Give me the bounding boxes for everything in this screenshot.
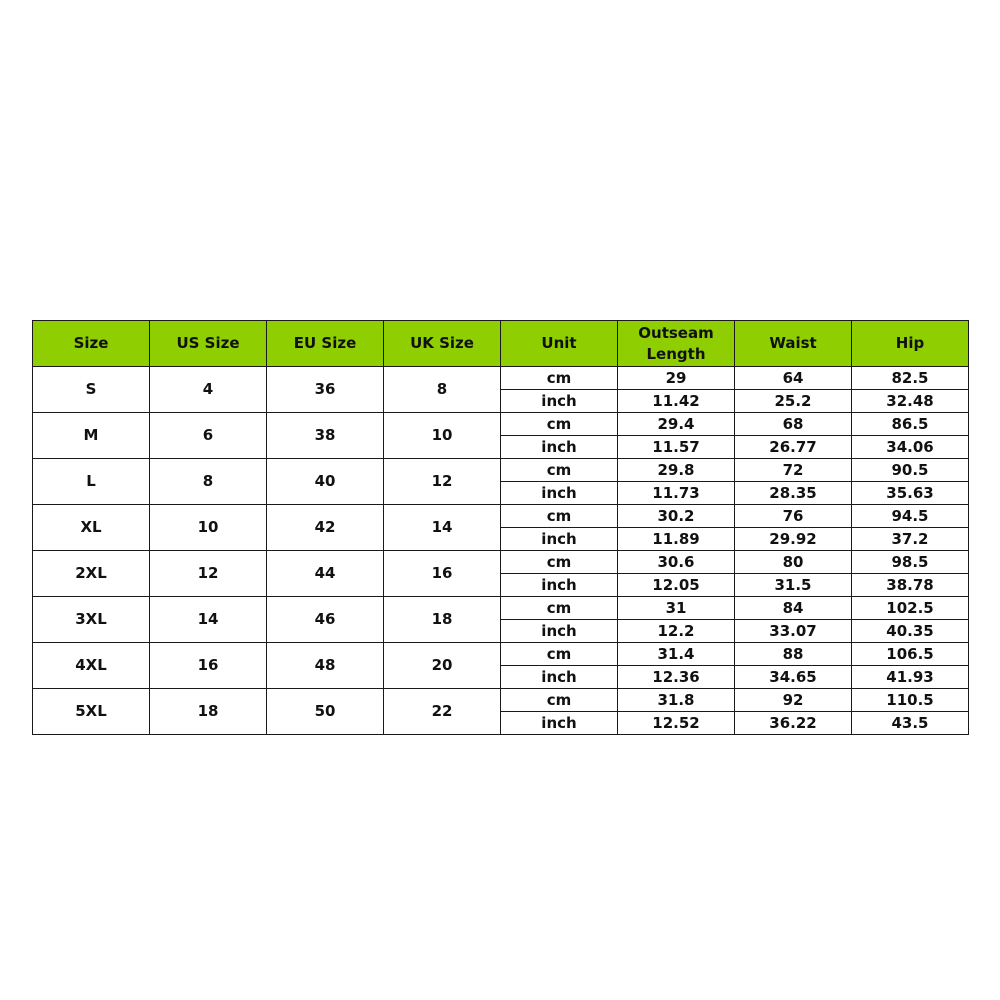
cell-us-size: 12 (150, 551, 267, 597)
cell-hip: 34.06 (852, 436, 969, 459)
cell-hip: 38.78 (852, 574, 969, 597)
table-header (33, 321, 969, 367)
cell-unit: inch (501, 482, 618, 505)
cell-outseam: 11.89 (618, 528, 735, 551)
cell-unit: inch (501, 712, 618, 735)
header-unit: Unit (501, 321, 618, 367)
cell-outseam: 11.57 (618, 436, 735, 459)
cell-hip: 43.5 (852, 712, 969, 735)
header-hip: Hip (852, 321, 969, 367)
cell-eu-size: 44 (267, 551, 384, 597)
cell-unit: inch (501, 620, 618, 643)
cell-unit: cm (501, 505, 618, 528)
cell-hip: 94.5 (852, 505, 969, 528)
cell-us-size: 16 (150, 643, 267, 689)
cell-hip: 106.5 (852, 643, 969, 666)
cell-hip: 32.48 (852, 390, 969, 413)
cell-us-size: 8 (150, 459, 267, 505)
cell-uk-size: 12 (384, 459, 501, 505)
cell-hip: 41.93 (852, 666, 969, 689)
cell-unit: cm (501, 551, 618, 574)
cell-unit: inch (501, 666, 618, 689)
table-row-cm (33, 643, 969, 666)
cell-size: XL (33, 505, 150, 551)
cell-outseam: 11.73 (618, 482, 735, 505)
cell-eu-size: 38 (267, 413, 384, 459)
table-row-cm (33, 367, 969, 390)
cell-outseam: 31.8 (618, 689, 735, 712)
cell-eu-size: 40 (267, 459, 384, 505)
cell-waist: 25.2 (735, 390, 852, 413)
cell-uk-size: 8 (384, 367, 501, 413)
table-body (33, 367, 969, 735)
cell-waist: 80 (735, 551, 852, 574)
cell-unit: inch (501, 574, 618, 597)
header-outseam-length (618, 321, 735, 367)
cell-size: S (33, 367, 150, 413)
cell-us-size: 14 (150, 597, 267, 643)
cell-hip: 40.35 (852, 620, 969, 643)
cell-size: M (33, 413, 150, 459)
cell-size: 4XL (33, 643, 150, 689)
cell-outseam: 31 (618, 597, 735, 620)
cell-waist: 72 (735, 459, 852, 482)
table-row-cm (33, 413, 969, 436)
cell-size: 3XL (33, 597, 150, 643)
cell-uk-size: 16 (384, 551, 501, 597)
header-waist: Waist (735, 321, 852, 367)
table-row-cm (33, 505, 969, 528)
cell-size: 5XL (33, 689, 150, 735)
header-eu-size: EU Size (267, 321, 384, 367)
cell-us-size: 4 (150, 367, 267, 413)
cell-unit: cm (501, 643, 618, 666)
cell-unit: cm (501, 367, 618, 390)
size-chart-table (32, 320, 969, 735)
cell-uk-size: 20 (384, 643, 501, 689)
cell-us-size: 18 (150, 689, 267, 735)
cell-outseam: 29.4 (618, 413, 735, 436)
cell-hip: 110.5 (852, 689, 969, 712)
cell-waist: 29.92 (735, 528, 852, 551)
cell-outseam: 29.8 (618, 459, 735, 482)
cell-hip: 98.5 (852, 551, 969, 574)
cell-unit: cm (501, 689, 618, 712)
table-row-cm (33, 551, 969, 574)
cell-unit: inch (501, 528, 618, 551)
cell-uk-size: 14 (384, 505, 501, 551)
cell-waist: 92 (735, 689, 852, 712)
cell-waist: 31.5 (735, 574, 852, 597)
table-row-cm (33, 689, 969, 712)
cell-outseam: 12.2 (618, 620, 735, 643)
cell-eu-size: 50 (267, 689, 384, 735)
cell-outseam: 12.36 (618, 666, 735, 689)
cell-waist: 88 (735, 643, 852, 666)
cell-outseam: 12.52 (618, 712, 735, 735)
cell-uk-size: 22 (384, 689, 501, 735)
header-uk-size: UK Size (384, 321, 501, 367)
cell-uk-size: 18 (384, 597, 501, 643)
cell-waist: 28.35 (735, 482, 852, 505)
cell-hip: 102.5 (852, 597, 969, 620)
cell-waist: 33.07 (735, 620, 852, 643)
cell-outseam: 12.05 (618, 574, 735, 597)
cell-waist: 34.65 (735, 666, 852, 689)
cell-unit: cm (501, 459, 618, 482)
cell-outseam: 30.2 (618, 505, 735, 528)
cell-size: 2XL (33, 551, 150, 597)
cell-waist: 64 (735, 367, 852, 390)
table-row-cm (33, 459, 969, 482)
table-row-cm (33, 597, 969, 620)
cell-hip: 90.5 (852, 459, 969, 482)
cell-eu-size: 46 (267, 597, 384, 643)
cell-outseam: 30.6 (618, 551, 735, 574)
cell-hip: 35.63 (852, 482, 969, 505)
cell-eu-size: 42 (267, 505, 384, 551)
cell-us-size: 6 (150, 413, 267, 459)
cell-eu-size: 36 (267, 367, 384, 413)
header-us-size: US Size (150, 321, 267, 367)
cell-outseam: 31.4 (618, 643, 735, 666)
cell-hip: 37.2 (852, 528, 969, 551)
cell-waist: 26.77 (735, 436, 852, 459)
header-outseam-line2: Length (646, 344, 706, 363)
cell-uk-size: 10 (384, 413, 501, 459)
cell-waist: 68 (735, 413, 852, 436)
header-row (33, 321, 969, 367)
cell-size: L (33, 459, 150, 505)
cell-unit: cm (501, 413, 618, 436)
cell-unit: inch (501, 390, 618, 413)
cell-outseam: 11.42 (618, 390, 735, 413)
cell-eu-size: 48 (267, 643, 384, 689)
cell-waist: 36.22 (735, 712, 852, 735)
cell-hip: 86.5 (852, 413, 969, 436)
cell-us-size: 10 (150, 505, 267, 551)
header-outseam-line1: Outseam (638, 323, 714, 342)
cell-waist: 84 (735, 597, 852, 620)
cell-unit: cm (501, 597, 618, 620)
cell-outseam: 29 (618, 367, 735, 390)
cell-waist: 76 (735, 505, 852, 528)
cell-unit: inch (501, 436, 618, 459)
cell-hip: 82.5 (852, 367, 969, 390)
header-size: Size (33, 321, 150, 367)
